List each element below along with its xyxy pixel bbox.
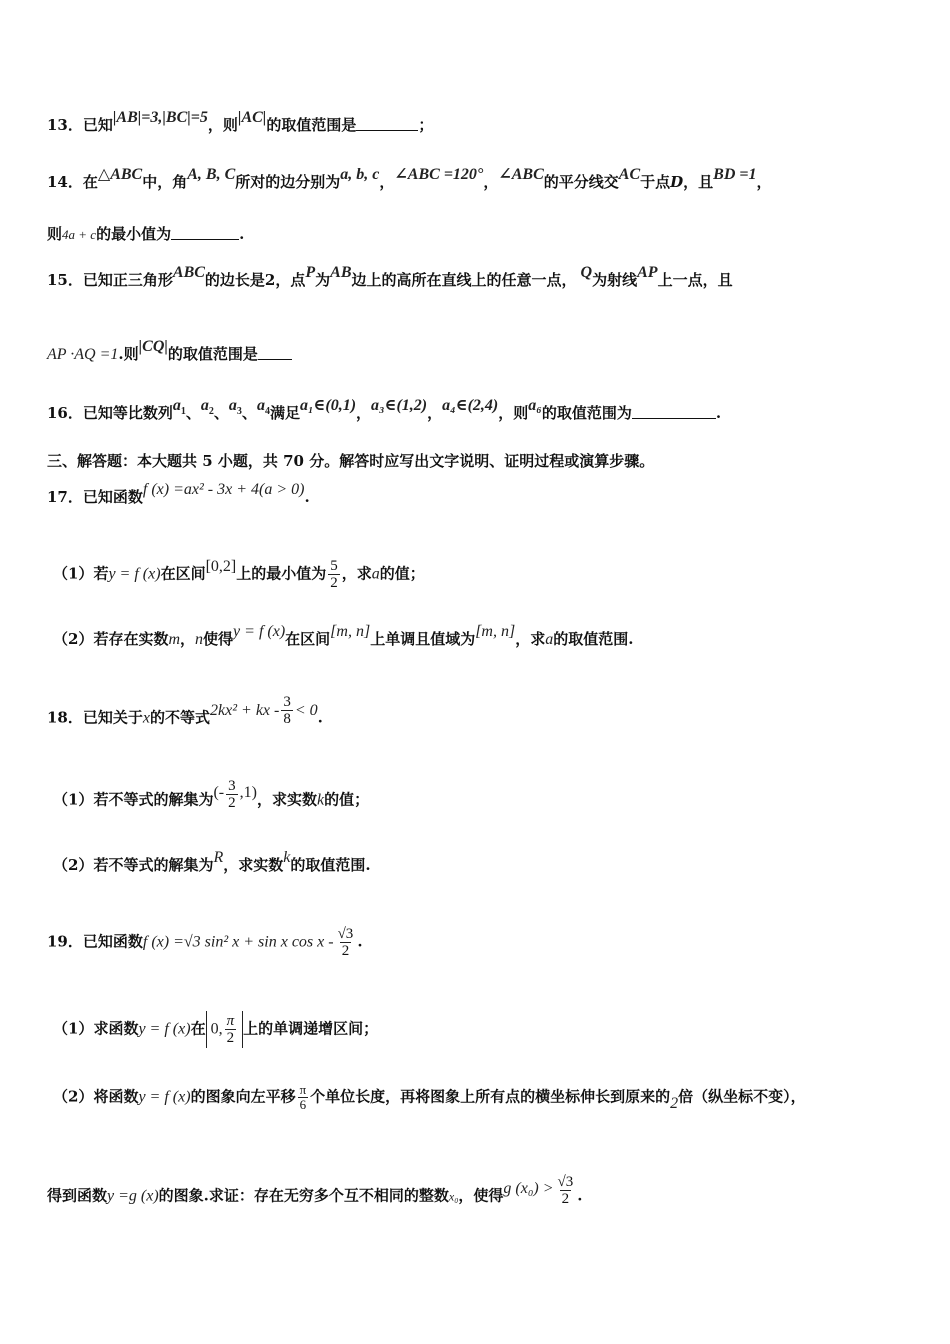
fraction: $\frac{√3}{2}$: [337, 926, 354, 959]
math-expr: [m, n]: [330, 623, 371, 640]
question-19-part1: （1）求函数y = f (x)在 0, $\frac{\pi}{2}$ 上的单调递增区间；: [53, 1013, 379, 1046]
math-expr: a₁∈(0,1): [299, 397, 357, 414]
question-18-part1: （1）若不等式的解集为(- $\frac{3}{2}$ ,1)，求实数k的值；: [53, 778, 370, 811]
question-number: 19．: [47, 932, 83, 951]
math-expr: |CQ|: [138, 338, 168, 355]
sequence-term: $a_2$: [200, 397, 214, 417]
fraction: $\frac{\pi}{6}$: [299, 1082, 307, 1112]
math-expr: Q: [580, 264, 593, 281]
answer-blank[interactable]: [356, 116, 418, 131]
math-expr: AB: [330, 264, 352, 281]
math-expr: g (x₀) >: [503, 1179, 554, 1197]
math-expr: [m, n]: [475, 623, 516, 640]
question-19-part2-line2: 得到函数y =g (x)的图象.求证：存在无穷多个互不相同的整数x₀，使得g (x₀) > $\frac{√3}{2}$ .: [47, 1174, 583, 1207]
question-17: 17．已知函数f (x) =ax² - 3x + 4(a > 0).: [47, 481, 310, 506]
math-expr: A, B, C: [187, 166, 236, 183]
math-expr: |AC|: [237, 109, 267, 126]
math-expr: ABC: [172, 264, 205, 281]
math-expr: a₆: [528, 397, 542, 414]
question-14: 14．在△ABC中，角A, B, C所对的边分别为a, b, c，∠ABC =120°，∠ABC的平分线交AC于点D，且BD =1，: [47, 166, 772, 191]
sequence-term: $a_4$: [256, 397, 270, 417]
question-17-part1: （1）若y = f (x)在区间[0,2]上的最小值为 $\frac{5}{2}$ ，求a的值；: [53, 557, 425, 591]
math-expr: y = f (x): [138, 1088, 191, 1106]
question-14-line2: 则4a + c的最小值为 .: [47, 225, 245, 243]
question-15-line2: AP ·AQ =1.则|CQ|的取值范围是: [47, 344, 292, 365]
question-17-part2: （2）若存在实数m，n使得y = f (x)在区间[m, n]上单调且值域为[m, n]，求a的取值范围.: [53, 623, 634, 648]
fraction: $\frac{√3}{2}$: [557, 1174, 574, 1207]
answer-blank[interactable]: [258, 345, 292, 360]
section-heading: 三、解答题：本大题共 5 小题，共 70 分。解答时应写出文字说明、证明过程或演算步骤。: [47, 452, 655, 470]
math-expr: ∠ABC =120°: [394, 166, 484, 183]
question-number: 13．: [47, 116, 83, 134]
question-18-part2: （2）若不等式的解集为R，求实数k的取值范围.: [53, 849, 371, 874]
question-number: 15．: [47, 271, 83, 289]
question-16: 16．已知等比数列$a_1$、$a_2$、$a_3$、$a_4$满足a₁∈(0,1)，a₃∈(1,2)，a₄∈(2,4)，则a₆的取值范围为 .: [47, 397, 722, 422]
math-expr: y = f (x): [233, 623, 286, 640]
math-expr: f (x) =√3 sin² x + sin x cos x -: [142, 933, 334, 951]
sequence-term: $a_3$: [228, 397, 242, 417]
answer-blank[interactable]: [632, 404, 716, 419]
question-number: 17．: [47, 488, 83, 506]
math-expr: [0,2]: [205, 557, 237, 575]
question-number: 14．: [47, 173, 83, 191]
math-expr: 2kx² + kx -: [210, 701, 280, 719]
math-expr: BD =1: [713, 166, 757, 183]
fraction: $\frac{5}{2}$: [330, 558, 338, 591]
math-expr: P: [305, 264, 316, 281]
math-expr: 4a + c: [62, 227, 97, 242]
math-expr: ∠ABC: [498, 166, 544, 183]
question-number: 18．: [47, 708, 83, 727]
answer-blank[interactable]: [171, 225, 239, 240]
question-18: 18．已知关于x的不等式2kx² + kx - $\frac{3}{8}$ < 0.: [47, 694, 323, 727]
question-15: 15．已知正三角形ABC的边长是2，点P为AB边上的高所在直线上的任意一点， Q为射线AP上一点，且: [47, 264, 733, 289]
math-expr: a, b, c: [340, 166, 380, 183]
fraction: $\frac{3}{8}$: [283, 694, 291, 727]
fraction: $\frac{3}{2}$: [228, 778, 236, 811]
math-expr: f (x) =ax² - 3x + 4(a > 0): [142, 481, 305, 498]
math-expr: AP: [637, 264, 658, 281]
math-expr: AP ·AQ =1: [47, 346, 119, 363]
math-expr: y = f (x): [138, 1020, 191, 1038]
math-expr: y = f (x): [108, 565, 161, 583]
math-expr: AC: [618, 166, 641, 183]
math-expr: a₄∈(2,4): [442, 397, 499, 414]
question-number: 16．: [47, 404, 83, 422]
question-13: 13．已知|AB|=3,|BC|=5，则|AC|的取值范围是 ；: [47, 109, 434, 134]
math-expr: |AB|=3,|BC|=5: [112, 109, 208, 126]
question-19-part2: （2）将函数y = f (x)的图象向左平移 $\frac{\pi}{6}$ 个单位长度，再将图象上所有点的横坐标伸长到原来的2倍（纵坐标不变），: [53, 1082, 806, 1112]
sequence-term: $a_1$: [172, 397, 186, 417]
interval: 0, $\frac{\pi}{2}$: [206, 1011, 244, 1048]
math-expr: y =g (x): [107, 1187, 159, 1205]
math-expr: a₃∈(1,2): [371, 397, 428, 414]
math-expr: △ABC: [97, 166, 143, 183]
question-19: 19．已知函数f (x) =√3 sin² x + sin x cos x - $\frac{√3}{2}$ .: [47, 926, 363, 959]
